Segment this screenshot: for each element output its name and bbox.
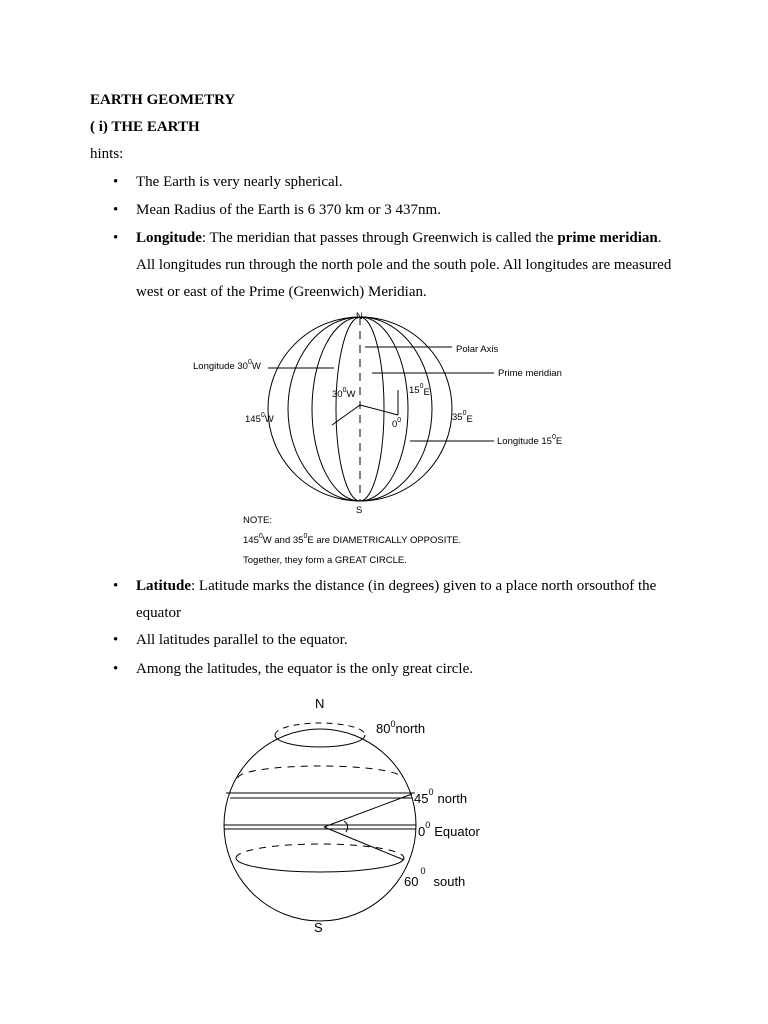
label-60-south: $60^0south$ (404, 866, 466, 889)
angle-arc (344, 821, 348, 832)
bullet-parallel: All latitudes parallel to the equator. (136, 632, 348, 648)
bullet-marker: • (113, 578, 119, 594)
bullet-latitude (136, 578, 696, 595)
bullet-great-circle: Among the latitudes, the equator is the only great circle. (136, 661, 473, 677)
angle-line (324, 827, 404, 860)
longitude-line-2: All longitudes run through the north pole and the south pole. All longitudes are measured (136, 257, 672, 273)
label-145w: $145^0W$ (245, 412, 274, 425)
bullet-marker: • (113, 230, 119, 246)
latitude-term: Latitude (136, 578, 192, 594)
longitude-30-label: Longitude $30^0W$ (193, 359, 261, 372)
latitude-80-front (275, 735, 365, 747)
angle-line (360, 405, 398, 415)
latitude-diagram (0, 690, 768, 940)
polar-axis-label: Polar Axis (456, 344, 499, 355)
label-45-north: $45^0$ north (414, 787, 468, 806)
longitude-term: Longitude (136, 230, 202, 246)
bullet-longitude (136, 230, 696, 247)
bullet-marker: • (113, 202, 119, 218)
longitude-15-label: Longitude $15^0E$ (497, 434, 563, 447)
bullet-marker: • (113, 661, 119, 677)
north-label: N (356, 311, 363, 322)
hints-label: hints: (90, 146, 124, 162)
latitude-60-line (236, 858, 404, 872)
south-label: S (356, 505, 363, 516)
bullet-spherical: The Earth is very nearly spherical. (136, 174, 343, 190)
note-line-3: Together, they form a GREAT CIRCLE. (243, 555, 407, 565)
prime-meridian-term: prime meridian (557, 230, 658, 246)
latitude-lower-back (236, 844, 404, 858)
south-label: S (314, 920, 323, 935)
longitude-diagram (0, 305, 768, 565)
bullet-marker: • (113, 174, 119, 190)
note-title: NOTE: (243, 515, 273, 526)
longitude-text: : The meridian that passes through Greenwich is called the (201, 230, 558, 246)
label-15e: $15^0E$ (409, 383, 430, 398)
latitude-line-2: equator (136, 605, 181, 621)
longitude-line-3: west or east of the Prime (Greenwich) Meridian. (136, 284, 427, 300)
latitude-upper-back (238, 766, 402, 778)
bullet-marker: • (113, 632, 119, 648)
label-35e: $35^0E$ (452, 410, 473, 425)
label-0: $0^0$ (392, 417, 402, 430)
latitude-text: : Latitude marks the distance (in degrees) given to a place north orsouthof the (191, 578, 657, 594)
angle-line (324, 794, 412, 827)
label-equator: $0^0$ Equator (418, 820, 480, 839)
label-30w: $30^0W$ (332, 387, 356, 400)
longitude-period: . (657, 230, 662, 246)
page-title: EARTH GEOMETRY (90, 92, 236, 108)
north-label: N (315, 696, 325, 711)
prime-meridian-label: Prime meridian (498, 368, 562, 379)
label-80-north: $80^0north$ (376, 719, 426, 736)
bullet-radius: Mean Radius of the Earth is 6 370 km or 3 437nm. (136, 202, 441, 218)
section-title: ( i) THE EARTH (90, 119, 200, 135)
note-line-2: $145^0W$ and $35^0E$ are DIAMETRICALLY OPPOSITE. (243, 533, 462, 546)
